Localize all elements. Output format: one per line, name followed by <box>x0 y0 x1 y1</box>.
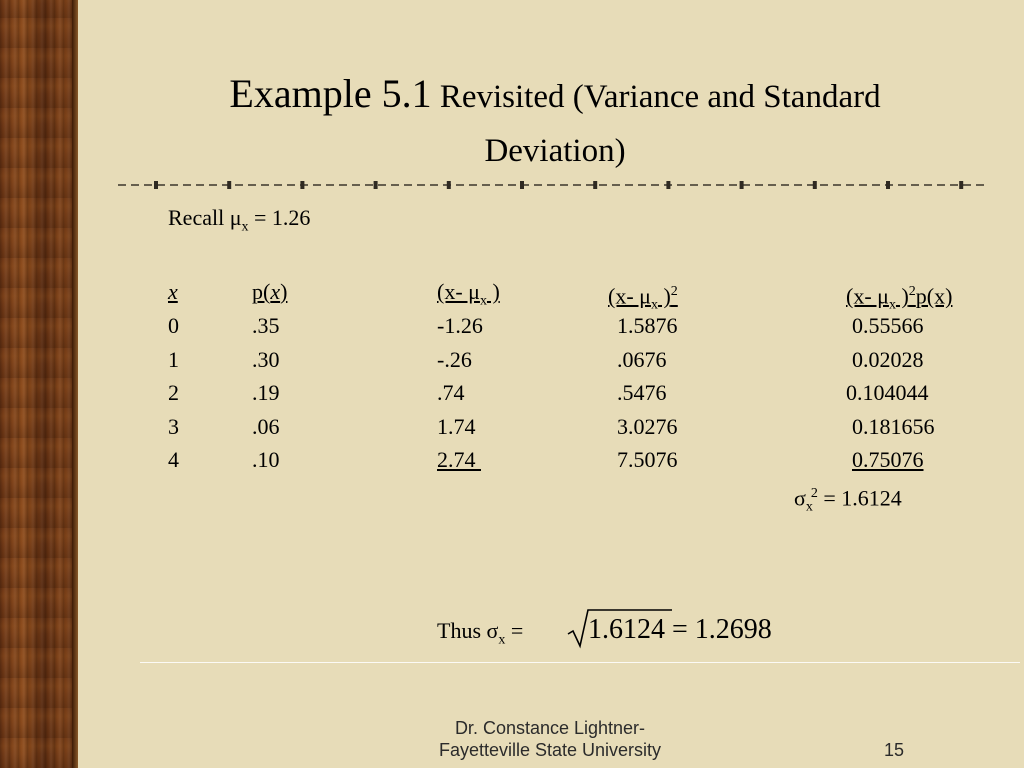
cell-deviation: -1.26 <box>437 313 483 338</box>
header-x: x <box>168 279 178 304</box>
variance-result: $\sigma_x^2 = 1.6124$ <box>794 485 902 515</box>
cell-p: .19 <box>252 380 280 405</box>
cell-deviation: .74 <box>437 380 465 405</box>
std-dev-equation <box>566 606 796 650</box>
cell-weighted: 0.02028 <box>852 347 924 372</box>
header-deviation: (x- $\mu_x$ ) <box>437 279 500 309</box>
cell-x: 2 <box>168 380 179 405</box>
std-dev-expression: 1.6124 = 1.2698 <box>588 614 772 645</box>
cell-x: 0 <box>168 313 179 338</box>
page-number: 15 <box>884 740 905 760</box>
decorative-divider <box>118 178 990 192</box>
cell-p: .06 <box>252 414 280 439</box>
cell-deviation-squared: .5476 <box>617 380 667 405</box>
cell-x: 1 <box>168 347 179 372</box>
title-main: Example 5.1 <box>229 71 432 116</box>
cell-p: .35 <box>252 313 280 338</box>
cell-weighted: 0.75076 <box>852 447 924 472</box>
footer-author: Dr. Constance Lightner- Fayetteville State University <box>438 718 662 760</box>
cell-deviation-squared: 1.5876 <box>617 313 678 338</box>
cell-deviation: -.26 <box>437 347 472 372</box>
cell-deviation-squared: 7.5076 <box>617 447 678 472</box>
cell-p: .10 <box>252 447 280 472</box>
header-px: p(x) <box>252 279 288 304</box>
header-weighted-squared: (x- $\mu_x$ )$^2$p(x) <box>846 283 953 313</box>
cell-x: 3 <box>168 414 179 439</box>
cell-weighted: 0.181656 <box>852 414 935 439</box>
cell-deviation: 2.74 <box>437 447 481 472</box>
cell-weighted: 0.104044 <box>846 380 929 405</box>
cell-p: .30 <box>252 347 280 372</box>
std-dev-label: Thus $\sigma_x$ = <box>437 618 524 648</box>
footer-divider <box>140 662 1020 663</box>
wood-sidebar <box>0 0 78 768</box>
cell-deviation-squared: 3.0276 <box>617 414 678 439</box>
cell-deviation: 1.74 <box>437 414 476 439</box>
slide-title <box>140 70 970 181</box>
wood-sidebar-edge <box>72 0 78 768</box>
cell-deviation-squared: .0676 <box>617 347 667 372</box>
title-sub-line2: Deviation) <box>484 133 626 169</box>
cell-x: 4 <box>168 447 179 472</box>
header-deviation-squared: (x- $\mu_x$ )$^2$ <box>608 283 678 313</box>
title-sub-line1: Revisited (Variance and Standard <box>431 79 881 115</box>
recall-mean: Recall $\mu_x = 1.26$ <box>168 205 311 235</box>
cell-weighted: 0.55566 <box>852 313 924 338</box>
